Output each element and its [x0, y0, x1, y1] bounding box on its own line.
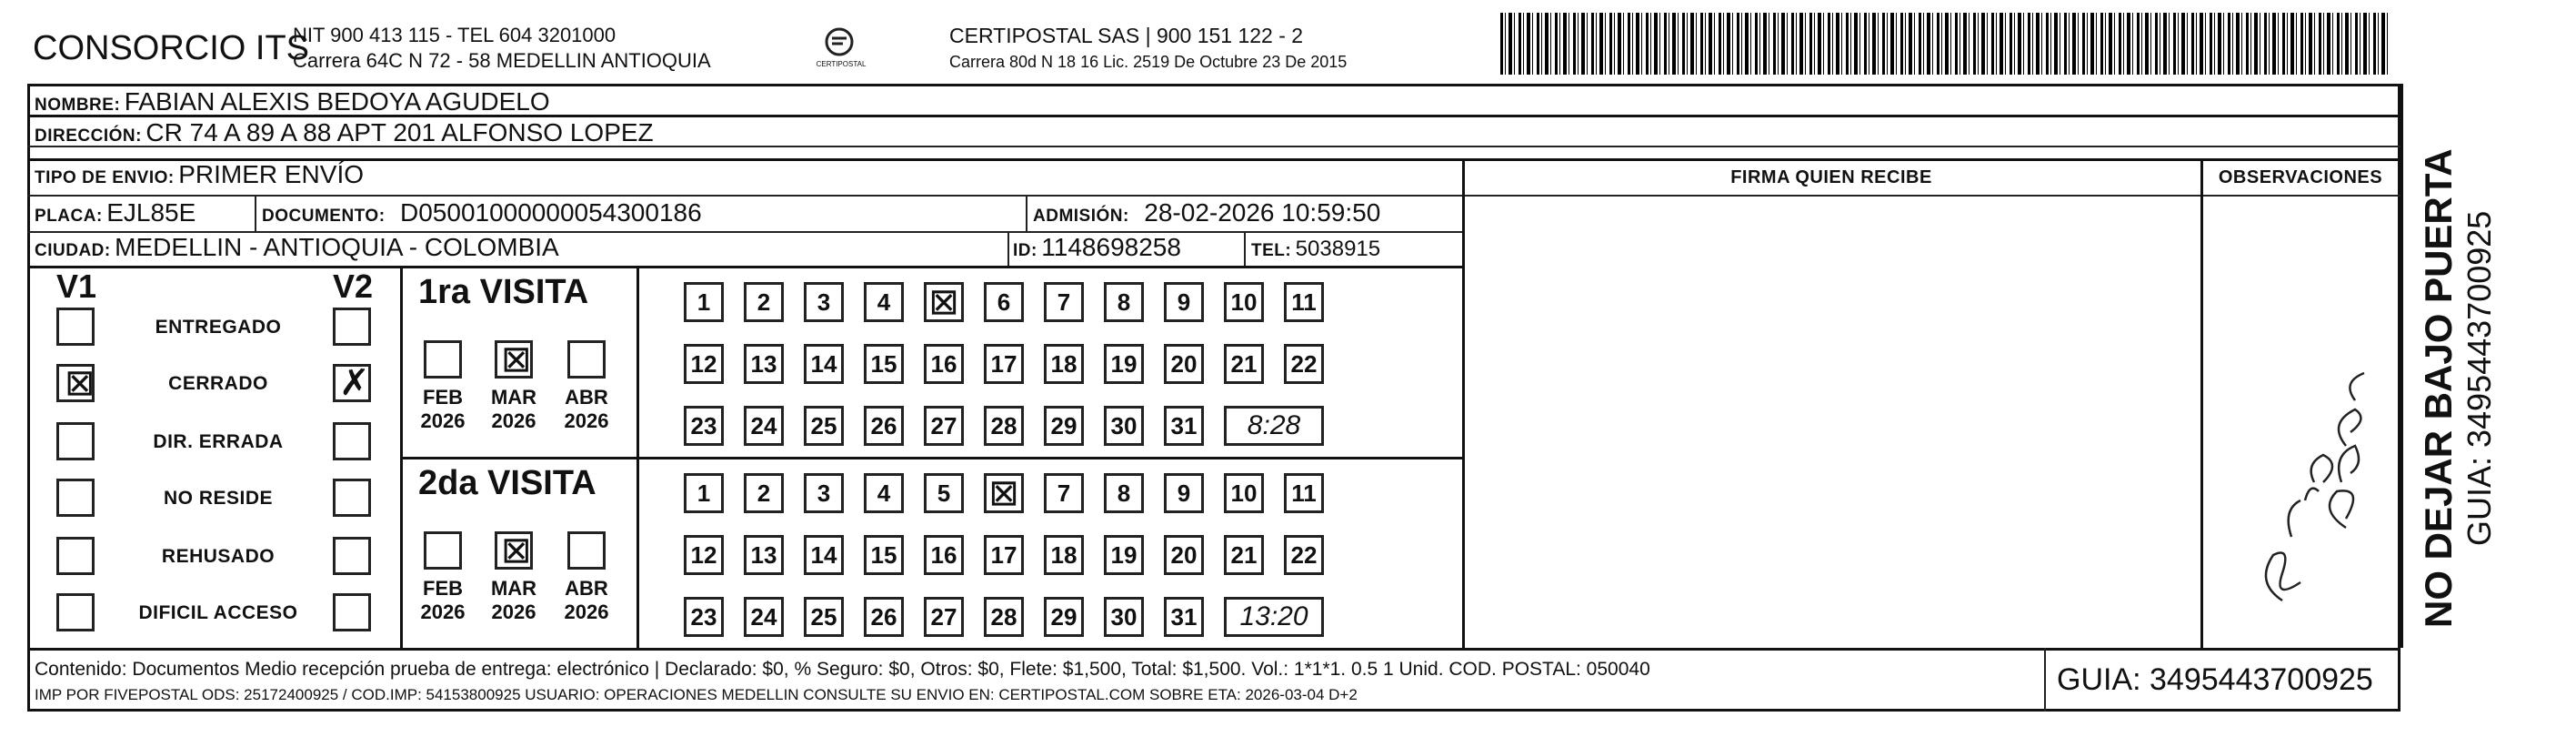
day-box[interactable]: 18 — [1044, 535, 1084, 575]
day-box[interactable]: 25 — [804, 597, 844, 637]
placa-label: PLACA: — [35, 207, 103, 226]
day-box[interactable]: 15 — [864, 344, 904, 384]
carrier-address: Carrera 80d N 18 16 Lic. 2519 De Octubre 23 De 2015 — [949, 53, 1348, 71]
tipo-envio-value: PRIMER ENVÍO — [178, 160, 365, 188]
tipo-envio-label: TIPO DE ENVIO: — [35, 168, 175, 187]
month-label: ABR 2026 — [564, 386, 609, 432]
ciudad-value: MEDELLIN - ANTIOQUIA - COLOMBIA — [115, 233, 559, 261]
day-box[interactable]: 7 — [1044, 282, 1084, 322]
v2-checkbox[interactable] — [333, 593, 371, 631]
day-box[interactable]: 10 — [1224, 282, 1264, 322]
direccion-label: DIRECCIÓN: — [35, 126, 142, 146]
v1-checkbox[interactable] — [56, 593, 95, 631]
day-box[interactable]: 29 — [1044, 406, 1084, 446]
day-box[interactable]: 21 — [1224, 344, 1264, 384]
day-box[interactable]: 1 — [684, 473, 724, 513]
tel-label: TEL: — [1251, 241, 1292, 260]
day-box[interactable]: 6 — [984, 282, 1024, 322]
day-box[interactable]: 16 — [924, 344, 964, 384]
day-box[interactable]: 28 — [984, 597, 1024, 637]
day-box[interactable]: 28 — [984, 406, 1024, 446]
company-name: CONSORCIO ITS — [33, 29, 310, 67]
v2-checkbox[interactable] — [333, 479, 371, 517]
day-box[interactable]: 22 — [1284, 535, 1324, 575]
admision-value: 28-02-2026 10:59:50 — [1144, 198, 1381, 227]
day-box[interactable]: 27 — [924, 406, 964, 446]
day-box[interactable]: 21 — [1224, 535, 1264, 575]
day-box[interactable]: 26 — [864, 597, 904, 637]
status-label: CERRADO — [168, 373, 268, 394]
documento-label: DOCUMENTO: — [262, 207, 386, 226]
company-nit: NIT 900 413 115 - TEL 604 3201000 — [293, 24, 616, 46]
admision-label: ADMISIÓN: — [1033, 207, 1129, 226]
month-checkbox[interactable] — [424, 340, 462, 379]
day-box[interactable]: 17 — [984, 535, 1024, 575]
signature — [2219, 273, 2391, 637]
day-box[interactable]: 29 — [1044, 597, 1084, 637]
month-label: FEB 2026 — [420, 577, 466, 623]
day-box[interactable]: 12 — [684, 535, 724, 575]
month-checkbox[interactable] — [495, 531, 533, 570]
day-box[interactable]: 16 — [924, 535, 964, 575]
status-label: DIFICIL ACCESO — [138, 602, 298, 623]
day-box[interactable]: 8 — [1104, 473, 1144, 513]
firma-label: FIRMA QUIEN RECIBE — [1730, 167, 1932, 187]
day-box[interactable]: 2 — [744, 473, 784, 513]
visit-time: 8:28 — [1224, 406, 1324, 446]
visit-time: 13:20 — [1224, 597, 1324, 637]
visit-title: 2da VISITA — [418, 464, 596, 502]
side-guia: GUIA: 3495443700925 — [2461, 210, 2498, 546]
footer-imp: IMP POR FIVEPOSTAL ODS: 25172400925 / COD.IMP: 54153800925 USUARIO: OPERACIONES MEDELLIN CONSULTE SU ENVIO EN: CERTIPOSTAL.COM SOBRE ETA: 2026-03-04 D+2 — [35, 686, 1358, 703]
day-box[interactable]: 8 — [1104, 282, 1144, 322]
day-box[interactable]: 13 — [744, 344, 784, 384]
day-box[interactable]: 12 — [684, 344, 724, 384]
status-label: NO RESIDE — [163, 488, 274, 509]
v2-checkbox[interactable] — [333, 364, 371, 402]
v1-checkbox[interactable] — [56, 308, 95, 346]
day-box[interactable]: 24 — [744, 597, 784, 637]
month-label: MAR 2026 — [490, 577, 537, 623]
day-box[interactable]: 30 — [1104, 597, 1144, 637]
day-box[interactable]: 10 — [1224, 473, 1264, 513]
day-box[interactable]: 17 — [984, 344, 1024, 384]
day-box[interactable] — [924, 282, 964, 322]
day-box[interactable]: 27 — [924, 597, 964, 637]
day-box[interactable]: 14 — [804, 344, 844, 384]
day-box[interactable]: 26 — [864, 406, 904, 446]
check-mark-icon: ⊠ — [65, 363, 95, 403]
day-box[interactable]: 4 — [864, 473, 904, 513]
ciudad-label: CIUDAD: — [35, 241, 111, 260]
nombre-label: NOMBRE: — [35, 96, 121, 115]
v2-checkbox[interactable] — [333, 537, 371, 575]
status-label: DIR. ERRADA — [153, 431, 284, 452]
check-mark-icon: ⊠ — [501, 530, 532, 570]
day-box[interactable]: 9 — [1164, 473, 1204, 513]
v1-checkbox[interactable] — [56, 479, 95, 517]
footer-guia: GUIA: 3495443700925 — [2057, 662, 2373, 697]
v2-label: V2 — [333, 268, 374, 305]
day-box[interactable]: 3 — [804, 282, 844, 322]
direccion-value: CR 74 A 89 A 88 APT 201 ALFONSO LOPEZ — [145, 118, 654, 146]
month-checkbox[interactable] — [567, 340, 606, 379]
certipostal-logo — [807, 22, 871, 76]
day-box[interactable] — [984, 473, 1024, 513]
day-box[interactable]: 19 — [1104, 344, 1144, 384]
v1-checkbox[interactable] — [56, 537, 95, 575]
check-mark-icon: ⊠ — [928, 282, 959, 322]
visit-title: 1ra VISITA — [418, 273, 589, 311]
status-label: ENTREGADO — [155, 317, 282, 338]
day-box[interactable]: 18 — [1044, 344, 1084, 384]
v2-checkbox[interactable] — [333, 308, 371, 346]
v1-label: V1 — [56, 268, 97, 305]
check-mark-icon: ⊠ — [988, 473, 1019, 513]
day-box[interactable]: 1 — [684, 282, 724, 322]
placa-value: EJL85E — [106, 198, 196, 227]
day-box[interactable]: 24 — [744, 406, 784, 446]
footer-content: Contenido: Documentos Medio recepción prueba de entrega: electrónico | Declarado: $0, % Seguro: $0, Otros: $0, Flete: $1,500, Total: $1,500. Vol.: 1*1*1. 0.5 1 Unid. COD. POSTAL: 050040 — [35, 659, 1650, 680]
day-box[interactable]: 9 — [1164, 282, 1204, 322]
check-mark-icon: ✗ — [339, 363, 370, 403]
check-mark-icon: ⊠ — [501, 339, 532, 379]
day-box[interactable]: 13 — [744, 535, 784, 575]
barcode — [1500, 13, 2391, 75]
carrier-name: CERTIPOSTAL SAS | 900 151 122 - 2 — [949, 24, 1304, 47]
nombre-value: FABIAN ALEXIS BEDOYA AGUDELO — [124, 87, 550, 116]
day-box[interactable]: 31 — [1164, 597, 1204, 637]
side-warning: NO DEJAR BAJO PUERTA — [2417, 148, 2460, 628]
documento-value: D05001000000054300186 — [400, 198, 702, 227]
v1-checkbox[interactable] — [56, 364, 95, 402]
month-checkbox[interactable] — [495, 340, 533, 379]
day-box[interactable]: 20 — [1164, 535, 1204, 575]
month-checkbox[interactable] — [424, 531, 462, 570]
day-box[interactable]: 5 — [924, 473, 964, 513]
tel-value: 5038915 — [1295, 237, 1381, 261]
day-box[interactable]: 2 — [744, 282, 784, 322]
status-label: REHUSADO — [161, 546, 276, 567]
day-box[interactable]: 20 — [1164, 344, 1204, 384]
day-box[interactable]: 11 — [1284, 473, 1324, 513]
day-box[interactable]: 23 — [684, 406, 724, 446]
id-label: ID: — [1013, 241, 1037, 260]
month-label: MAR 2026 — [490, 386, 537, 432]
day-box[interactable]: 14 — [804, 535, 844, 575]
month-checkbox[interactable] — [567, 531, 606, 570]
day-box[interactable]: 15 — [864, 535, 904, 575]
day-box[interactable]: 11 — [1284, 282, 1324, 322]
company-address: Carrera 64C N 72 - 58 MEDELLIN ANTIOQUIA — [293, 49, 711, 72]
month-label: ABR 2026 — [564, 577, 609, 623]
id-value: 1148698258 — [1041, 233, 1181, 261]
day-box[interactable]: 22 — [1284, 344, 1324, 384]
month-label: FEB 2026 — [420, 386, 466, 432]
day-box[interactable]: 30 — [1104, 406, 1144, 446]
day-box[interactable]: 7 — [1044, 473, 1084, 513]
v2-checkbox[interactable] — [333, 422, 371, 460]
day-box[interactable]: 3 — [804, 473, 844, 513]
day-box[interactable]: 19 — [1104, 535, 1144, 575]
observaciones-label: OBSERVACIONES — [2218, 167, 2383, 187]
day-box[interactable]: 23 — [684, 597, 724, 637]
day-box[interactable]: 4 — [864, 282, 904, 322]
certipostal-logo-text: CERTIPOSTAL — [816, 60, 867, 68]
day-box[interactable]: 25 — [804, 406, 844, 446]
v1-checkbox[interactable] — [56, 422, 95, 460]
day-box[interactable]: 31 — [1164, 406, 1204, 446]
